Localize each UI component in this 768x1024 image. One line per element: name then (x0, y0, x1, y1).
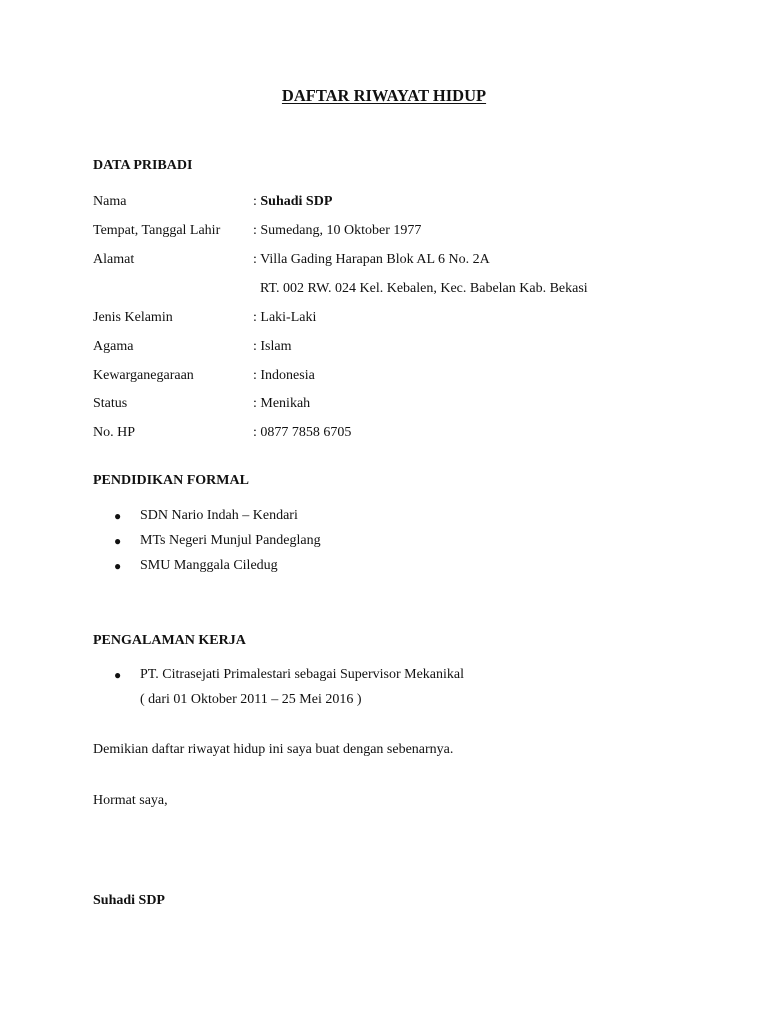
field-value-text: Suhadi SDP (260, 194, 333, 209)
field-label: Agama (93, 339, 134, 354)
field-value (253, 250, 490, 270)
bullet-icon: ● (114, 534, 122, 548)
page-title: DAFTAR RIWAYAT HIDUP (281, 86, 487, 105)
salutation: Hormat saya, (93, 793, 168, 808)
field-separator: : (253, 368, 261, 383)
list-item-text: PT. Citrasejati Primalestari sebagai Supervisor Mekanikal (140, 667, 464, 682)
bullet-icon: ● (114, 668, 122, 682)
field-separator: : (253, 425, 261, 440)
field-label: Kewarganegaraan (93, 368, 194, 383)
field-value (253, 221, 421, 241)
field-label: No. HP (93, 425, 136, 440)
field-separator: : (253, 396, 261, 411)
field-value-text: Indonesia (260, 368, 315, 383)
section-heading-pendidikan-formal: PENDIDIKAN FORMAL (93, 473, 249, 488)
field-value (253, 423, 351, 443)
field-value-text: Laki-Laki (260, 310, 317, 325)
signature-name: Suhadi SDP (93, 893, 165, 908)
field-value (253, 394, 310, 414)
list-item-text: SMU Manggala Ciledug (140, 558, 278, 573)
field-separator: : (253, 310, 261, 325)
list-item-text: MTs Negeri Munjul Pandeglang (140, 533, 321, 548)
field-value (253, 337, 292, 357)
field-label: Alamat (93, 252, 135, 267)
field-separator: : (253, 194, 261, 209)
closing-statement: Demikian daftar riwayat hidup ini saya buat dengan sebenarnya. (93, 742, 454, 757)
field-separator: : (253, 223, 261, 238)
field-label: Jenis Kelamin (93, 310, 173, 325)
field-label: Nama (93, 194, 127, 209)
field-value (253, 192, 332, 212)
alamat-continuation: RT. 002 RW. 024 Kel. Kebalen, Kec. Babelan Kab. Bekasi (260, 281, 588, 296)
field-value-text: Sumedang, 10 Oktober 1977 (260, 223, 422, 238)
field-value (253, 308, 316, 328)
field-separator: : (253, 252, 261, 267)
section-heading-pengalaman-kerja: PENGALAMAN KERJA (93, 633, 246, 648)
field-value-text: 0877 7858 6705 (260, 425, 352, 440)
list-item-text: SDN Nario Indah – Kendari (140, 508, 298, 523)
field-label: Tempat, Tanggal Lahir (93, 223, 221, 238)
field-label: Status (93, 396, 128, 411)
bullet-icon: ● (114, 559, 122, 573)
employment-period: ( dari 01 Oktober 2011 – 25 Mei 2016 ) (140, 692, 362, 707)
field-value-text: Villa Gading Harapan Blok AL 6 No. 2A (260, 252, 490, 267)
field-value (253, 366, 315, 386)
section-heading-data-pribadi: DATA PRIBADI (93, 158, 193, 173)
field-separator: : (253, 339, 261, 354)
field-value-text: Islam (260, 339, 292, 354)
bullet-icon: ● (114, 509, 122, 523)
field-value-text: Menikah (260, 396, 311, 411)
